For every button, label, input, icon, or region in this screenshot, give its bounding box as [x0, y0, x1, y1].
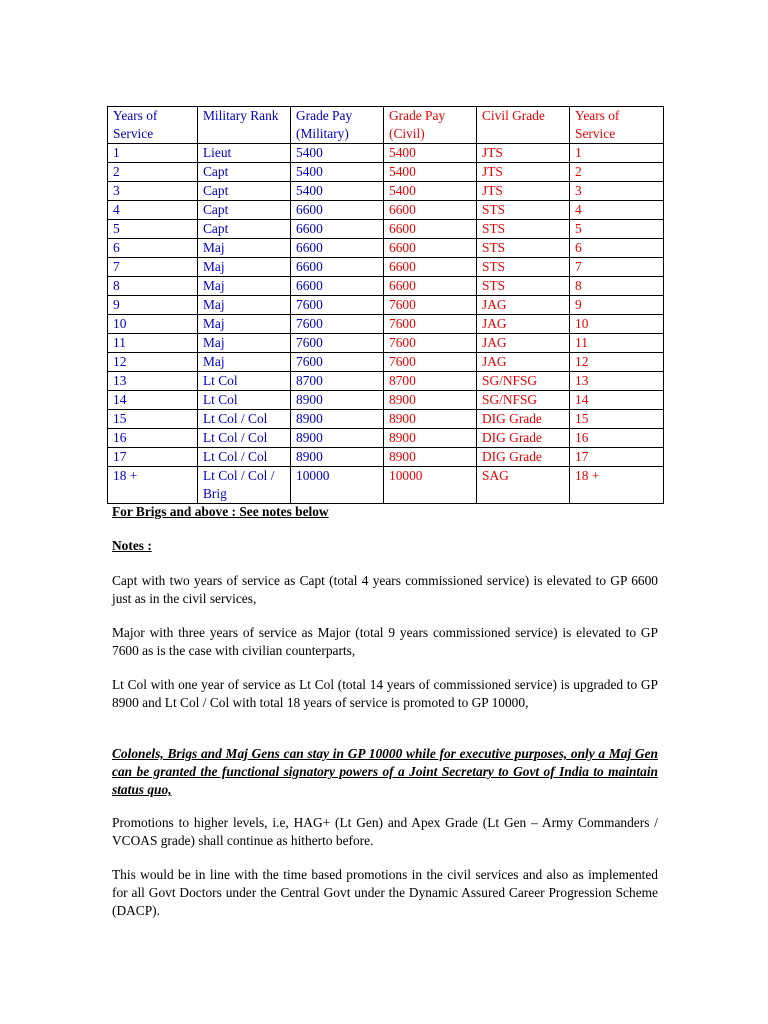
- cell-civil-grade: STS: [477, 277, 570, 296]
- table-row: [108, 296, 664, 315]
- table-row: [108, 429, 664, 448]
- table-row: [108, 277, 664, 296]
- cell-civil-grade: JTS: [477, 182, 570, 201]
- cell-years-of-service-military: 10: [108, 315, 198, 334]
- cell-grade-pay-civil: 6600: [384, 277, 477, 296]
- cell-military-rank: Lt Col / Col: [198, 429, 291, 448]
- table-row: [108, 467, 664, 504]
- note-paragraph-capt: Capt with two years of service as Capt (total 4 years commissioned service) is elevated to GP 6600 just as in the civil services,: [112, 573, 658, 606]
- table-row: [108, 220, 664, 239]
- cell-grade-pay-civil: 8900: [384, 391, 477, 410]
- cell-years-of-service-military: 14: [108, 391, 198, 410]
- cell-years-of-service-military: 4: [108, 201, 198, 220]
- cell-military-rank: Lt Col / Col: [198, 448, 291, 467]
- cell-military-rank: Lt Col: [198, 391, 291, 410]
- cell-military-rank: Maj: [198, 353, 291, 372]
- cell-grade-pay-military: 8900: [291, 410, 384, 429]
- notes-heading: Notes :: [112, 538, 152, 553]
- cell-years-of-service-civil: 16: [570, 429, 664, 448]
- cell-grade-pay-civil: 8900: [384, 448, 477, 467]
- cell-grade-pay-civil: 5400: [384, 182, 477, 201]
- cell-years-of-service-military: 17: [108, 448, 198, 467]
- brigs-note: For Brigs and above : See notes below: [112, 504, 329, 519]
- cell-grade-pay-military: 6600: [291, 201, 384, 220]
- cell-grade-pay-civil: 7600: [384, 296, 477, 315]
- note-paragraph-major: Major with three years of service as Major (total 9 years commissioned service) is elevated to GP 7600 as is the case with civilian counterparts,: [112, 625, 658, 658]
- cell-grade-pay-military: 5400: [291, 163, 384, 182]
- cell-military-rank: Capt: [198, 163, 291, 182]
- cell-grade-pay-civil: 5400: [384, 163, 477, 182]
- cell-civil-grade: JAG: [477, 334, 570, 353]
- cell-civil-grade: JAG: [477, 315, 570, 334]
- cell-grade-pay-military: 5400: [291, 144, 384, 163]
- cell-civil-grade: DIG Grade: [477, 410, 570, 429]
- cell-civil-grade: SAG: [477, 467, 570, 504]
- cell-civil-grade: STS: [477, 258, 570, 277]
- header-civil-grade: Civil Grade: [477, 107, 570, 144]
- cell-grade-pay-military: 7600: [291, 353, 384, 372]
- table-row: [108, 144, 664, 163]
- cell-military-rank: Lieut: [198, 144, 291, 163]
- cell-years-of-service-military: 11: [108, 334, 198, 353]
- cell-civil-grade: STS: [477, 239, 570, 258]
- cell-years-of-service-civil: 4: [570, 201, 664, 220]
- cell-grade-pay-military: 8900: [291, 429, 384, 448]
- header-years-of-service-military: Years of Service: [108, 107, 198, 144]
- table-row: [108, 391, 664, 410]
- cell-years-of-service-military: 1: [108, 144, 198, 163]
- cell-years-of-service-military: 3: [108, 182, 198, 201]
- note-paragraph-dacp: This would be in line with the time based promotions in the civil services and also as implemented for all Govt Doctors under the Central Govt under the Dynamic Assured Career Progression Scheme (DACP).: [112, 867, 658, 918]
- cell-grade-pay-military: 6600: [291, 258, 384, 277]
- cell-military-rank: Lt Col / Col / Brig: [198, 467, 291, 504]
- note-paragraph-promotions: Promotions to higher levels, i.e, HAG+ (Lt Gen) and Apex Grade (Lt Gen – Army Commanders / VCOAS grade) shall continue as hitherto before.: [112, 815, 658, 848]
- table-row: [108, 353, 664, 372]
- cell-grade-pay-civil: 7600: [384, 334, 477, 353]
- cell-military-rank: Lt Col / Col: [198, 410, 291, 429]
- cell-years-of-service-military: 15: [108, 410, 198, 429]
- cell-years-of-service-civil: 12: [570, 353, 664, 372]
- cell-grade-pay-civil: 8900: [384, 410, 477, 429]
- cell-grade-pay-civil: 6600: [384, 201, 477, 220]
- cell-grade-pay-military: 8700: [291, 372, 384, 391]
- note-paragraph-lt-col: Lt Col with one year of service as Lt Col (total 14 years of commissioned service) is upgraded to GP 8900 and Lt Col / Col with total 18 years of service is promoted to GP 10000,: [112, 677, 658, 710]
- cell-years-of-service-civil: 18 +: [570, 467, 664, 504]
- header-military-rank: Military Rank: [198, 107, 291, 144]
- cell-grade-pay-civil: 8700: [384, 372, 477, 391]
- cell-grade-pay-military: 6600: [291, 220, 384, 239]
- cell-grade-pay-military: 8900: [291, 448, 384, 467]
- cell-military-rank: Capt: [198, 220, 291, 239]
- cell-grade-pay-military: 7600: [291, 296, 384, 315]
- cell-years-of-service-civil: 14: [570, 391, 664, 410]
- table-row: [108, 163, 664, 182]
- table-row: [108, 182, 664, 201]
- cell-years-of-service-civil: 10: [570, 315, 664, 334]
- cell-years-of-service-military: 9: [108, 296, 198, 315]
- note-paragraph-colonels-emphasis: Colonels, Brigs and Maj Gens can stay in GP 10000 while for executive purposes, only a Maj Gen can be granted the functional signatory powers of a Joint Secretary to Govt of India to maintain status quo,: [112, 746, 658, 797]
- cell-grade-pay-military: 8900: [291, 391, 384, 410]
- cell-grade-pay-military: 6600: [291, 277, 384, 296]
- cell-years-of-service-civil: 13: [570, 372, 664, 391]
- cell-years-of-service-civil: 2: [570, 163, 664, 182]
- cell-civil-grade: JTS: [477, 163, 570, 182]
- table-header-row: [108, 107, 664, 144]
- cell-grade-pay-civil: 6600: [384, 220, 477, 239]
- cell-civil-grade: DIG Grade: [477, 429, 570, 448]
- cell-civil-grade: STS: [477, 220, 570, 239]
- cell-years-of-service-civil: 8: [570, 277, 664, 296]
- cell-military-rank: Maj: [198, 239, 291, 258]
- cell-years-of-service-civil: 3: [570, 182, 664, 201]
- cell-years-of-service-military: 7: [108, 258, 198, 277]
- cell-grade-pay-civil: 7600: [384, 353, 477, 372]
- cell-grade-pay-civil: 10000: [384, 467, 477, 504]
- cell-military-rank: Lt Col: [198, 372, 291, 391]
- cell-military-rank: Capt: [198, 201, 291, 220]
- grade-pay-table: [107, 106, 664, 504]
- cell-grade-pay-military: 6600: [291, 239, 384, 258]
- cell-civil-grade: JTS: [477, 144, 570, 163]
- cell-civil-grade: STS: [477, 201, 570, 220]
- cell-years-of-service-civil: 15: [570, 410, 664, 429]
- cell-grade-pay-civil: 6600: [384, 239, 477, 258]
- cell-military-rank: Maj: [198, 258, 291, 277]
- cell-civil-grade: JAG: [477, 353, 570, 372]
- cell-military-rank: Maj: [198, 296, 291, 315]
- cell-grade-pay-military: 7600: [291, 334, 384, 353]
- table-row: [108, 372, 664, 391]
- cell-years-of-service-military: 18 +: [108, 467, 198, 504]
- cell-years-of-service-military: 13: [108, 372, 198, 391]
- table-row: [108, 258, 664, 277]
- cell-years-of-service-military: 6: [108, 239, 198, 258]
- table-row: [108, 410, 664, 429]
- table-body: [108, 144, 664, 504]
- cell-years-of-service-military: 16: [108, 429, 198, 448]
- cell-civil-grade: JAG: [477, 296, 570, 315]
- cell-military-rank: Maj: [198, 315, 291, 334]
- cell-years-of-service-military: 5: [108, 220, 198, 239]
- header-years-of-service-civil: Years of Service: [570, 107, 664, 144]
- header-grade-pay-military: Grade Pay (Military): [291, 107, 384, 144]
- cell-military-rank: Capt: [198, 182, 291, 201]
- table-row: [108, 201, 664, 220]
- cell-years-of-service-civil: 17: [570, 448, 664, 467]
- cell-years-of-service-civil: 1: [570, 144, 664, 163]
- table-row: [108, 334, 664, 353]
- cell-grade-pay-civil: 8900: [384, 429, 477, 448]
- cell-grade-pay-military: 7600: [291, 315, 384, 334]
- cell-years-of-service-civil: 11: [570, 334, 664, 353]
- cell-years-of-service-civil: 7: [570, 258, 664, 277]
- cell-years-of-service-military: 12: [108, 353, 198, 372]
- cell-grade-pay-military: 5400: [291, 182, 384, 201]
- cell-years-of-service-military: 2: [108, 163, 198, 182]
- cell-grade-pay-civil: 5400: [384, 144, 477, 163]
- cell-grade-pay-civil: 6600: [384, 258, 477, 277]
- table-row: [108, 448, 664, 467]
- cell-years-of-service-military: 8: [108, 277, 198, 296]
- cell-years-of-service-civil: 5: [570, 220, 664, 239]
- cell-years-of-service-civil: 9: [570, 296, 664, 315]
- cell-grade-pay-military: 10000: [291, 467, 384, 504]
- cell-grade-pay-civil: 7600: [384, 315, 477, 334]
- cell-civil-grade: SG/NFSG: [477, 372, 570, 391]
- table-row: [108, 239, 664, 258]
- cell-civil-grade: DIG Grade: [477, 448, 570, 467]
- table-row: [108, 315, 664, 334]
- cell-years-of-service-civil: 6: [570, 239, 664, 258]
- header-grade-pay-civil: Grade Pay (Civil): [384, 107, 477, 144]
- cell-military-rank: Maj: [198, 334, 291, 353]
- cell-civil-grade: SG/NFSG: [477, 391, 570, 410]
- cell-military-rank: Maj: [198, 277, 291, 296]
